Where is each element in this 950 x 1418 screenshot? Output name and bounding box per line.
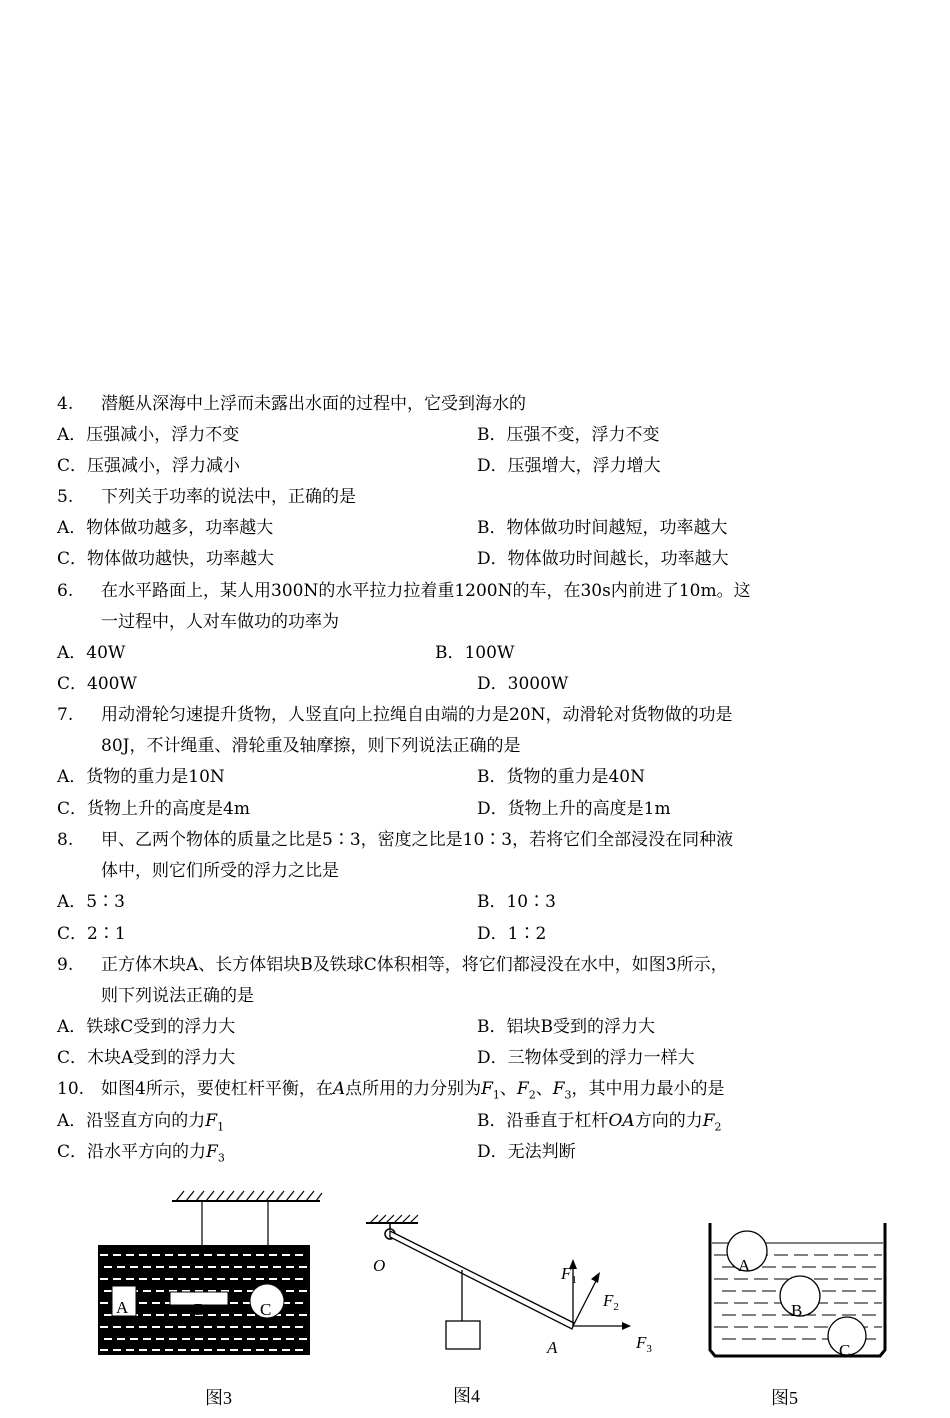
- q5-stem: 5. 下列关于功率的说法中，正确的是: [57, 487, 356, 507]
- q9-stem-cont: 则下列说法正确的是: [101, 986, 254, 1006]
- q4-option-c: C．压强减小，浮力减小: [57, 456, 241, 476]
- fig3-label-c: C: [260, 1300, 272, 1319]
- q8-option-c: C．2∶1: [57, 924, 126, 944]
- q7-option-a: A．货物的重力是10N: [57, 767, 225, 787]
- fig4-label-f2: $F_2$: [603, 1291, 619, 1313]
- fig5-label-b: B: [791, 1301, 803, 1320]
- q8-option-b: B．10∶3: [477, 892, 556, 912]
- fig5-label-c: C: [839, 1341, 851, 1360]
- fig5-caption: 图5: [771, 1388, 798, 1408]
- q6-option-c: C．400W: [57, 674, 137, 694]
- q9-option-c: C．木块A受到的浮力大: [57, 1048, 236, 1068]
- q9-option-b: B．铝块B受到的浮力大: [477, 1017, 655, 1037]
- fig4-label-f1: $F_1$: [561, 1264, 577, 1286]
- q6-stem: 6. 在水平路面上，某人用300N的水平拉力拉着重1200N的车，在30s内前进了10m。这: [57, 581, 751, 601]
- figure-5: [700, 1215, 895, 1370]
- fig4-caption: 图4: [453, 1386, 480, 1406]
- q10-stem: 10. 如图4所示，要使杠杆平衡，在A点所用的力分别为$F_1$、$F_2$、$F_3$，其中用力最小的是: [57, 1079, 725, 1102]
- q10-option-d: D．无法判断: [477, 1142, 576, 1162]
- q8-stem: 8. 甲、乙两个物体的质量之比是5∶3，密度之比是10∶3，若将它们全部浸没在同种液: [57, 830, 734, 850]
- q8-option-d: D．1∶2: [477, 924, 547, 944]
- q5-option-d: D．物体做功时间越长，功率越大: [477, 549, 729, 569]
- q9-stem: 9. 正方体木块A、长方体铝块B及铁球C体积相等，将它们都浸没在水中，如图3所示，: [57, 955, 728, 975]
- q6-option-b: B．100W: [435, 643, 515, 663]
- q5-option-c: C．物体做功越快，功率越大: [57, 549, 275, 569]
- q6-option-a: A．40W: [57, 643, 126, 663]
- q7-option-c: C．货物上升的高度是4m: [57, 799, 250, 819]
- fig4-label-f3: $F_3$: [636, 1333, 652, 1355]
- q7-option-d: D．货物上升的高度是1m: [477, 799, 671, 819]
- fig3-label-a: A: [116, 1298, 129, 1317]
- q9-option-a: A．铁球C受到的浮力大: [57, 1017, 236, 1037]
- q6-stem-cont: 一过程中，人对车做功的功率为: [101, 612, 339, 632]
- q7-stem-cont: 80J，不计绳重、滑轮重及轴摩擦，则下列说法正确的是: [101, 736, 521, 756]
- figure-3: [90, 1185, 330, 1365]
- q4-option-b: B．压强不变，浮力不变: [477, 425, 660, 445]
- q4-option-d: D．压强增大，浮力增大: [477, 456, 661, 476]
- figure-4: [360, 1205, 670, 1365]
- fig5-label-a: A: [738, 1256, 751, 1275]
- q7-stem: 7. 用动滑轮匀速提升货物，人竖直向上拉绳自由端的力是20N，动滑轮对货物做的功是: [57, 705, 733, 725]
- q6-option-d: D．3000W: [477, 674, 569, 694]
- q5-option-a: A．物体做功越多，功率越大: [57, 518, 274, 538]
- q10-option-c: C．沿水平方向的力$F_3$: [57, 1142, 225, 1165]
- q8-stem-cont: 体中，则它们所受的浮力之比是: [101, 861, 339, 881]
- q10-option-a: A．沿竖直方向的力$F_1$: [57, 1111, 225, 1134]
- fig3-label-b: B: [194, 1300, 206, 1319]
- q9-option-d: D．三物体受到的浮力一样大: [477, 1048, 695, 1068]
- q5-option-b: B．物体做功时间越短，功率越大: [477, 518, 728, 538]
- fig4-label-o: O: [373, 1256, 386, 1275]
- q8-option-a: A．5∶3: [57, 892, 125, 912]
- fig4-label-a: A: [547, 1338, 558, 1357]
- q10-option-b: B．沿垂直于杠杆OA方向的力$F_2$: [477, 1111, 722, 1134]
- q4-stem: 4. 潜艇从深海中上浮而未露出水面的过程中，它受到海水的: [57, 394, 526, 414]
- q4-option-a: A．压强减小，浮力不变: [57, 425, 240, 445]
- q7-option-b: B．货物的重力是40N: [477, 767, 645, 787]
- fig3-caption: 图3: [205, 1388, 232, 1408]
